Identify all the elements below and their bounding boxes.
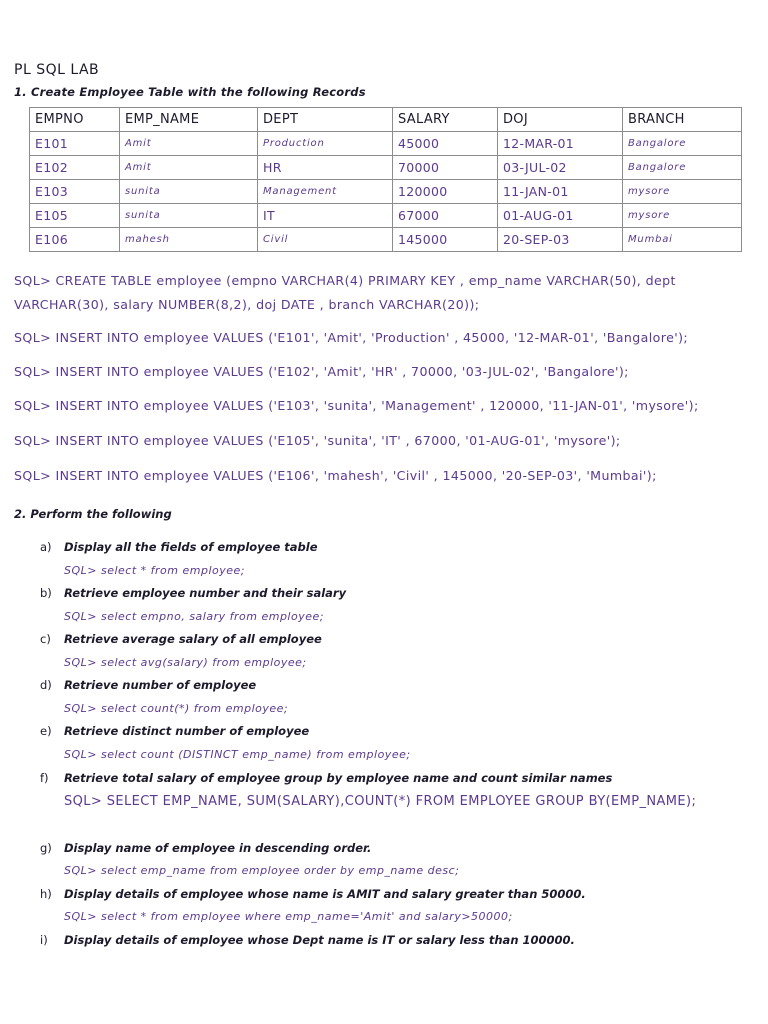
- cell-emp-name: mahesh: [120, 228, 258, 252]
- task-answer: SQL> select * from employee;: [64, 564, 245, 577]
- cell-dept: Production: [258, 132, 393, 156]
- task-label: d): [40, 678, 52, 692]
- task-question: [40, 632, 322, 646]
- question-2: 2. Perform the following: [14, 507, 172, 521]
- task-question: [40, 933, 575, 947]
- cell-branch: Mumbai: [623, 228, 742, 252]
- task-question: [40, 841, 371, 855]
- task-text: Retrieve distinct number of employee: [64, 724, 310, 738]
- task-label: b): [40, 586, 52, 600]
- task-label: g): [40, 841, 52, 855]
- task-answer: SQL> SELECT EMP_NAME, SUM(SALARY),COUNT(*) FROM EMPLOYEE GROUP BY(EMP_NAME);: [64, 794, 697, 809]
- task-text: Retrieve number of employee: [64, 678, 257, 692]
- cell-branch: mysore: [623, 180, 742, 204]
- task-question: [40, 771, 612, 785]
- task-text: Display name of employee in descending order.: [64, 841, 372, 855]
- cell-emp-name: Amit: [120, 156, 258, 180]
- header-branch: BRANCH: [623, 108, 742, 132]
- cell-doj: 01-AUG-01: [498, 204, 623, 228]
- table-row: [30, 132, 742, 156]
- task-label: h): [40, 887, 52, 901]
- cell-branch: Bangalore: [623, 156, 742, 180]
- task-question: [40, 724, 309, 738]
- cell-empno: E106: [30, 228, 120, 252]
- page-title: PL SQL LAB: [14, 62, 100, 78]
- task-answer: SQL> select emp_name from employee order by emp_name desc;: [64, 864, 460, 877]
- cell-empno: E101: [30, 132, 120, 156]
- cell-dept: HR: [258, 156, 393, 180]
- cell-salary: 120000: [393, 180, 498, 204]
- insert-statement: SQL> INSERT INTO employee VALUES ('E101', 'Amit', 'Production' , 45000, '12-MAR-01', 'Bangalore');: [14, 330, 689, 345]
- task-text: Retrieve employee number and their salary: [64, 586, 347, 600]
- task-answer: SQL> select count(*) from employee;: [64, 702, 289, 715]
- employee-table: [29, 107, 742, 252]
- insert-statement: SQL> INSERT INTO employee VALUES ('E103', 'sunita', 'Management' , 120000, '11-JAN-01', 'mysore');: [14, 398, 699, 413]
- table-row: [30, 180, 742, 204]
- cell-branch: Bangalore: [623, 132, 742, 156]
- cell-emp-name: sunita: [120, 204, 258, 228]
- cell-dept: IT: [258, 204, 393, 228]
- insert-statement: SQL> INSERT INTO employee VALUES ('E106', 'mahesh', 'Civil' , 145000, '20-SEP-03', 'Mumbai');: [14, 468, 657, 483]
- cell-emp-name: Amit: [120, 132, 258, 156]
- task-question: [40, 586, 346, 600]
- task-answer: SQL> select count (DISTINCT emp_name) from employee;: [64, 748, 411, 761]
- cell-salary: 45000: [393, 132, 498, 156]
- cell-salary: 70000: [393, 156, 498, 180]
- task-text: Display all the fields of employee table: [64, 540, 318, 554]
- cell-doj: 12-MAR-01: [498, 132, 623, 156]
- task-answer: SQL> select empno, salary from employee;: [64, 610, 324, 623]
- cell-doj: 20-SEP-03: [498, 228, 623, 252]
- task-question: [40, 540, 318, 554]
- task-label: a): [40, 540, 52, 554]
- insert-statement: SQL> INSERT INTO employee VALUES ('E102', 'Amit', 'HR' , 70000, '03-JUL-02', 'Bangalore');: [14, 364, 629, 379]
- cell-doj: 03-JUL-02: [498, 156, 623, 180]
- task-label: f): [40, 771, 49, 785]
- table-row: [30, 156, 742, 180]
- cell-empno: E102: [30, 156, 120, 180]
- cell-emp-name: sunita: [120, 180, 258, 204]
- task-text: Display details of employee whose name is AMIT and salary greater than 50000.: [64, 887, 586, 901]
- cell-salary: 145000: [393, 228, 498, 252]
- header-emp-name: EMP_NAME: [120, 108, 258, 132]
- task-text: Retrieve total salary of employee group by employee name and count similar names: [64, 771, 613, 785]
- question-1: 1. Create Employee Table with the following Records: [14, 85, 366, 99]
- task-text: Retrieve average salary of all employee: [64, 632, 322, 646]
- task-answer: SQL> select * from employee where emp_name='Amit' and salary>50000;: [64, 910, 513, 923]
- insert-statement: SQL> INSERT INTO employee VALUES ('E105', 'sunita', 'IT' , 67000, '01-AUG-01', 'mysore');: [14, 433, 621, 448]
- table-row: [30, 228, 742, 252]
- cell-branch: mysore: [623, 204, 742, 228]
- task-question: [40, 887, 586, 901]
- task-label: e): [40, 724, 52, 738]
- cell-salary: 67000: [393, 204, 498, 228]
- task-question: [40, 678, 256, 692]
- task-label: c): [40, 632, 51, 646]
- cell-empno: E103: [30, 180, 120, 204]
- table-row: [30, 204, 742, 228]
- header-dept: DEPT: [258, 108, 393, 132]
- task-text: Display details of employee whose Dept name is IT or salary less than 100000.: [64, 933, 575, 947]
- cell-dept: Civil: [258, 228, 393, 252]
- task-label: i): [40, 933, 48, 947]
- cell-dept: Management: [258, 180, 393, 204]
- cell-doj: 11-JAN-01: [498, 180, 623, 204]
- header-doj: DOJ: [498, 108, 623, 132]
- header-salary: SALARY: [393, 108, 498, 132]
- table-header-row: [30, 108, 742, 132]
- cell-empno: E105: [30, 204, 120, 228]
- task-answer: SQL> select avg(salary) from employee;: [64, 656, 307, 669]
- header-empno: EMPNO: [30, 108, 120, 132]
- create-table-statement: SQL> CREATE TABLE employee (empno VARCHAR(4) PRIMARY KEY , emp_name VARCHAR(50), dept VARCHAR(30), salary NUMBER(8,2), doj DATE , branch VARCHAR(20));: [14, 273, 676, 312]
